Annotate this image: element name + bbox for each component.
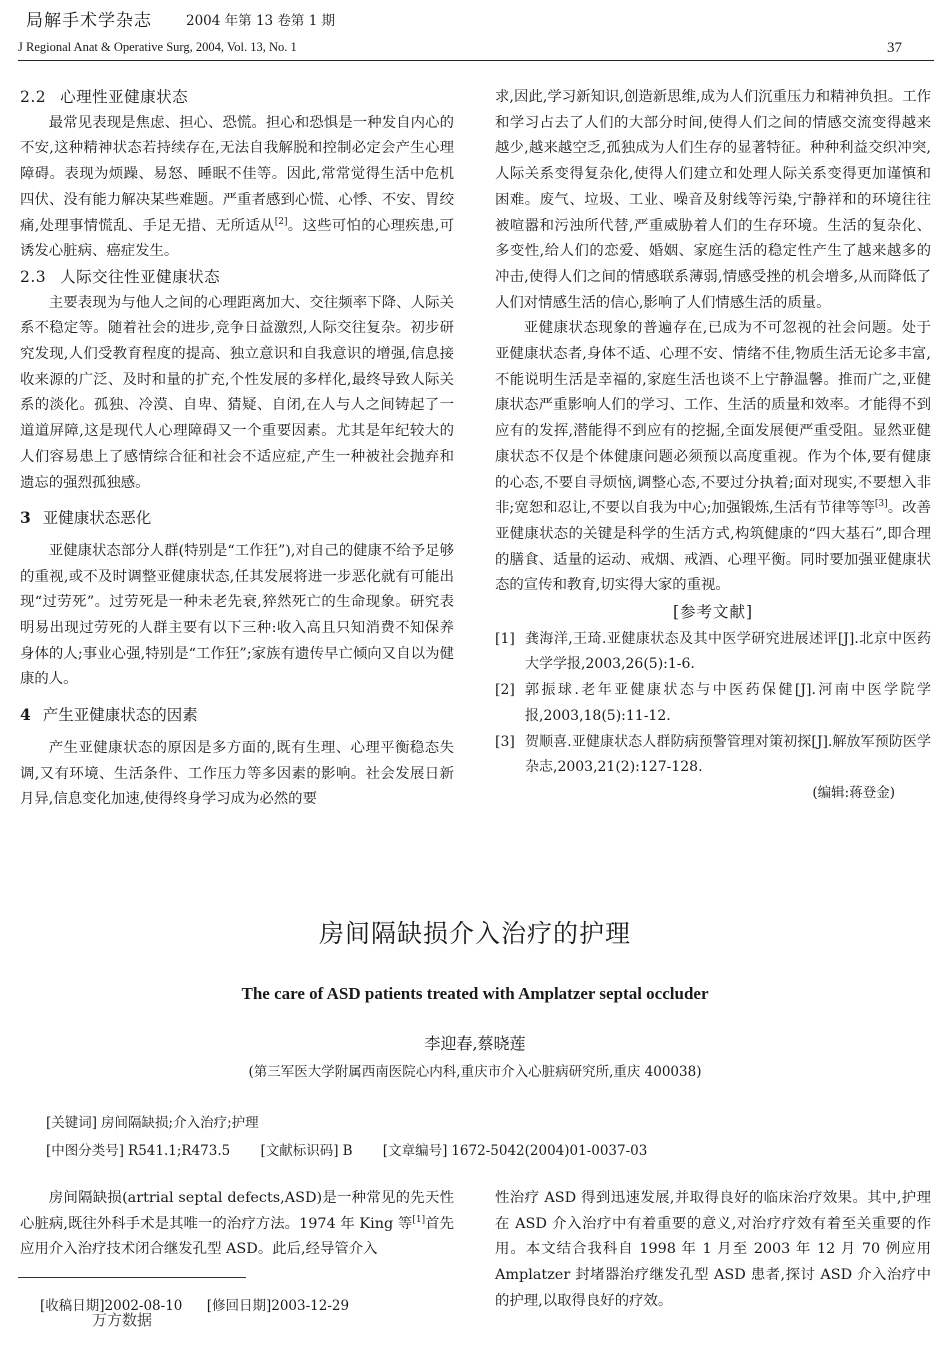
received-label: [收稿日期]: [40, 1298, 105, 1314]
references-heading: [参考文献]: [672, 603, 754, 622]
article-number-value: 1672-5042(2004)01-0037-03: [451, 1143, 648, 1159]
section-number: 2.2: [20, 88, 47, 106]
reference-number: [2]: [495, 682, 515, 699]
doc-code-value: B: [342, 1143, 353, 1159]
paragraph-text: 。改善亚健康状态的关键是科学的生活方式,构筑健康的“四大基石”,即合理的膳食、适量的运动、戒烟、戒酒、心理平衡。同时要加强亚健康状态的宣传和教育,切实得大家的重视。: [495, 500, 931, 594]
clc-value: R541.1;R473.5: [128, 1143, 231, 1159]
article2-left-column: [20, 1186, 454, 1263]
right-column: [495, 85, 931, 807]
paragraph: [20, 111, 454, 265]
section-title: 亚健康状态恶化: [42, 509, 152, 528]
keywords: 房间隔缺损;介入治疗;护理: [101, 1115, 259, 1131]
section-title: 心理性亚健康状态: [60, 88, 189, 106]
classification-line: [46, 1139, 651, 1159]
reference-text: 郭振球.老年亚健康状态与中医药保健[J].河南中医学院学报,2003,18(5):11-12.: [525, 682, 931, 724]
article-affiliation: (第三军医大学附属西南医院心内科,重庆市介入心脏病研究所,重庆 400038): [248, 1064, 702, 1080]
revised-date: 2003-12-29: [271, 1298, 350, 1314]
article-number-label: [文章编号]: [382, 1143, 448, 1159]
paragraph: 性治疗 ASD 得到迅速发展,并取得良好的临床治疗效果。其中,护理在 ASD 介入治疗中有着重要的意义,对治疗疗效有着至关重要的作用。本文结合我科自 1998 年 1 月至 2003 年 12 月 70 例应用 Amplatzer 封堵器治疗继发孔型 ASD 患者,探讨 ASD 介入治疗中的护理,以取得良好的疗效。: [495, 1190, 931, 1309]
citation-ref: [2]: [274, 216, 288, 227]
section-title: 人际交往性亚健康状态: [60, 267, 221, 286]
footnote-dates: [40, 1294, 349, 1314]
section-title: 产生亚健康状态的因素: [42, 706, 198, 725]
reference-item: [495, 678, 931, 729]
revised-label: [修回日期]: [206, 1298, 272, 1314]
article2-right-column: [495, 1186, 931, 1315]
reference-text: 贺顺喜.亚健康状态人群防病预警管理对策初探[J].解放军预防医学杂志,2003,21(2):127-128.: [525, 733, 931, 776]
left-column: [20, 85, 454, 813]
article-authors: 李迎春,蔡晓莲: [424, 1034, 526, 1053]
footnote-rule: [18, 1277, 246, 1278]
reference-number: [1]: [495, 630, 515, 647]
paragraph: 主要表现为与他人之间的心理距离加大、交往频率下降、人际关系不稳定等。随着社会的进步,竞争日益激烈,人际交往复杂。初步研究发现,人们受教育程度的提高、独立意识和自我意识的增强,信息接收来源的广泛、及时和量的扩充,个性发展的多样化,最终导致人际关系的淡化。孤独、冷漠、自卑、猜疑、自闭,在人与人之间铸起了一道道屏障,这是现代人心理障碍又一个重要因素。尤其是年纪较大的人们容易患上了感情综合征和社会不适应症,产生一种被社会抛弃和遗忘的强烈孤独感。: [20, 294, 454, 491]
keywords-label: [关键词]: [46, 1115, 98, 1131]
section-heading-4: [20, 702, 454, 729]
issue-info-cn: 2004 年第 13 卷第 1 期: [186, 13, 336, 29]
section-number: 4: [20, 705, 31, 725]
received-date: 2002-08-10: [104, 1298, 183, 1314]
header-rule: [18, 60, 934, 61]
paragraph-text: 首先应用介入治疗技术闭合继发孔型 ASD。此后,经导管介入: [20, 1215, 454, 1258]
paragraph: [20, 1186, 454, 1263]
paragraph-text: 。这些可怕的心理疾患,可诱发心脏病、癌症发生。: [20, 217, 455, 260]
article-title-en: The care of ASD patients treated with Amplatzer septal occluder: [241, 984, 709, 1003]
citation-ref: [3]: [874, 499, 888, 510]
section-number: 3: [20, 508, 31, 528]
clc-label: [中图分类号]: [46, 1143, 125, 1159]
keywords-line: [46, 1111, 263, 1131]
paragraph-text: 最常见表现是焦虑、担心、恐慌。担心和恐惧是一种发自内心的不安,这种精神状态若持续存在,无法自我解脱和控制必定会产生心理障碍。表现为烦躁、易怒、睡眠不佳等。因此,常常觉得生活中危机四伏、没有能力解决某些难题。严重者感到心慌、心悸、不安、胃绞痛,处理事情慌乱、手足无措、无所适从: [20, 114, 454, 234]
page-number: 37: [887, 40, 902, 56]
section-heading-3: [20, 505, 454, 532]
paragraph-text: 亚健康状态现象的普遍存在,已成为不可忽视的社会问题。处于亚健康状态者,身体不适、心理不安、情绪不佳,物质生活无论多丰富,不能说明生活是幸福的,家庭生活也谈不上宁静温馨。推而广之,亚健康状态严重影响人们的学习、工作、生活的质量和效率。才能得不到应有的发挥,潜能得不到应有的挖掘,全面发展便严重受阻。显然亚健康状态不仅是个体健康问题必须预以高度重视。作为个体,要有健康的心态,不要自寻烦恼,调整心态,不要过分执着;面对现实,不要想入非非;宽恕和忍让,不要以自我为中心;加强锻炼,生活有节律等等: [495, 320, 931, 517]
doc-code-label: [文献标识码]: [260, 1143, 339, 1159]
journal-name-en: J Regional Anat & Operative Surg, 2004, Vol. 13, No. 1: [18, 40, 297, 54]
citation-ref: [1]: [412, 1214, 426, 1225]
section-heading-2-3: [20, 265, 454, 291]
paragraph: 亚健康状态部分人群(特别是“工作狂”),对自己的健康不给予足够的重视,或不及时调整亚健康状态,任其发展将进一步恶化就有可能出现“过劳死”。过劳死是一种未老先衰,猝然死亡的生命现象。研究表明易出现过劳死的人群主要有以下三种:收入高且只知消费不知保养身体的人;事业心强,特别是“工作狂”;家族有遗传早亡倾向又自以为健康的人。: [20, 542, 454, 688]
paragraph: [495, 316, 931, 599]
journal-name-cn: 局解手术学杂志: [26, 11, 152, 31]
paragraph-text: 房间隔缺损(artrial septal defects,ASD)是一种常见的先天性心脏病,既往外科手术是其唯一的治疗方法。1974 年 King 等: [20, 1190, 454, 1232]
reference-text: 龚海洋,王琦.亚健康状态及其中医学研究进展述评[J].北京中医药大学学报,2003,26(5):1-6.: [525, 630, 931, 673]
reference-item: [495, 730, 931, 781]
reference-number: [3]: [495, 733, 515, 750]
paragraph: 产生亚健康状态的原因是多方面的,既有生理、心理平衡稳态失调,又有环境、生活条件、工作压力等多因素的影响。社会发展日新月异,信息变化加速,使得终身学习成为必然的要: [20, 739, 454, 808]
paragraph: 求,因此,学习新知识,创造新思维,成为人们沉重压力和精神负担。工作和学习占去了人们的大部分时间,使得人们之间的情感交流变得越来越少,越来越空乏,孤独成为人们生存的显著特征。种种利益交织冲突,人际关系变得复杂化,使得人们建立和处理人际关系变得更加谨慎和困难。废气、垃圾、工业、噪音及射线等污染,宁静祥和的环境往往被喧嚣和污浊所代替,严重威胁着人们的生存环境。生活的复杂化、多变性,给人们的恋爱、婚姻、家庭生活的稳定性产生了越来越多的冲击,使得人们之间的情感联系薄弱,情感受挫的机会增多,从而降低了人们对情感生活的信心,影响了人们情感生活的质量。: [495, 89, 931, 311]
reference-item: [495, 627, 931, 678]
section-heading-2-2: [20, 85, 454, 111]
editor-note: (编辑:蒋登金): [812, 784, 895, 801]
section-number: 2.3: [20, 267, 47, 286]
watermark: 万方数据: [92, 1311, 153, 1329]
article-title-cn: 房间隔缺损介入治疗的护理: [318, 919, 631, 948]
